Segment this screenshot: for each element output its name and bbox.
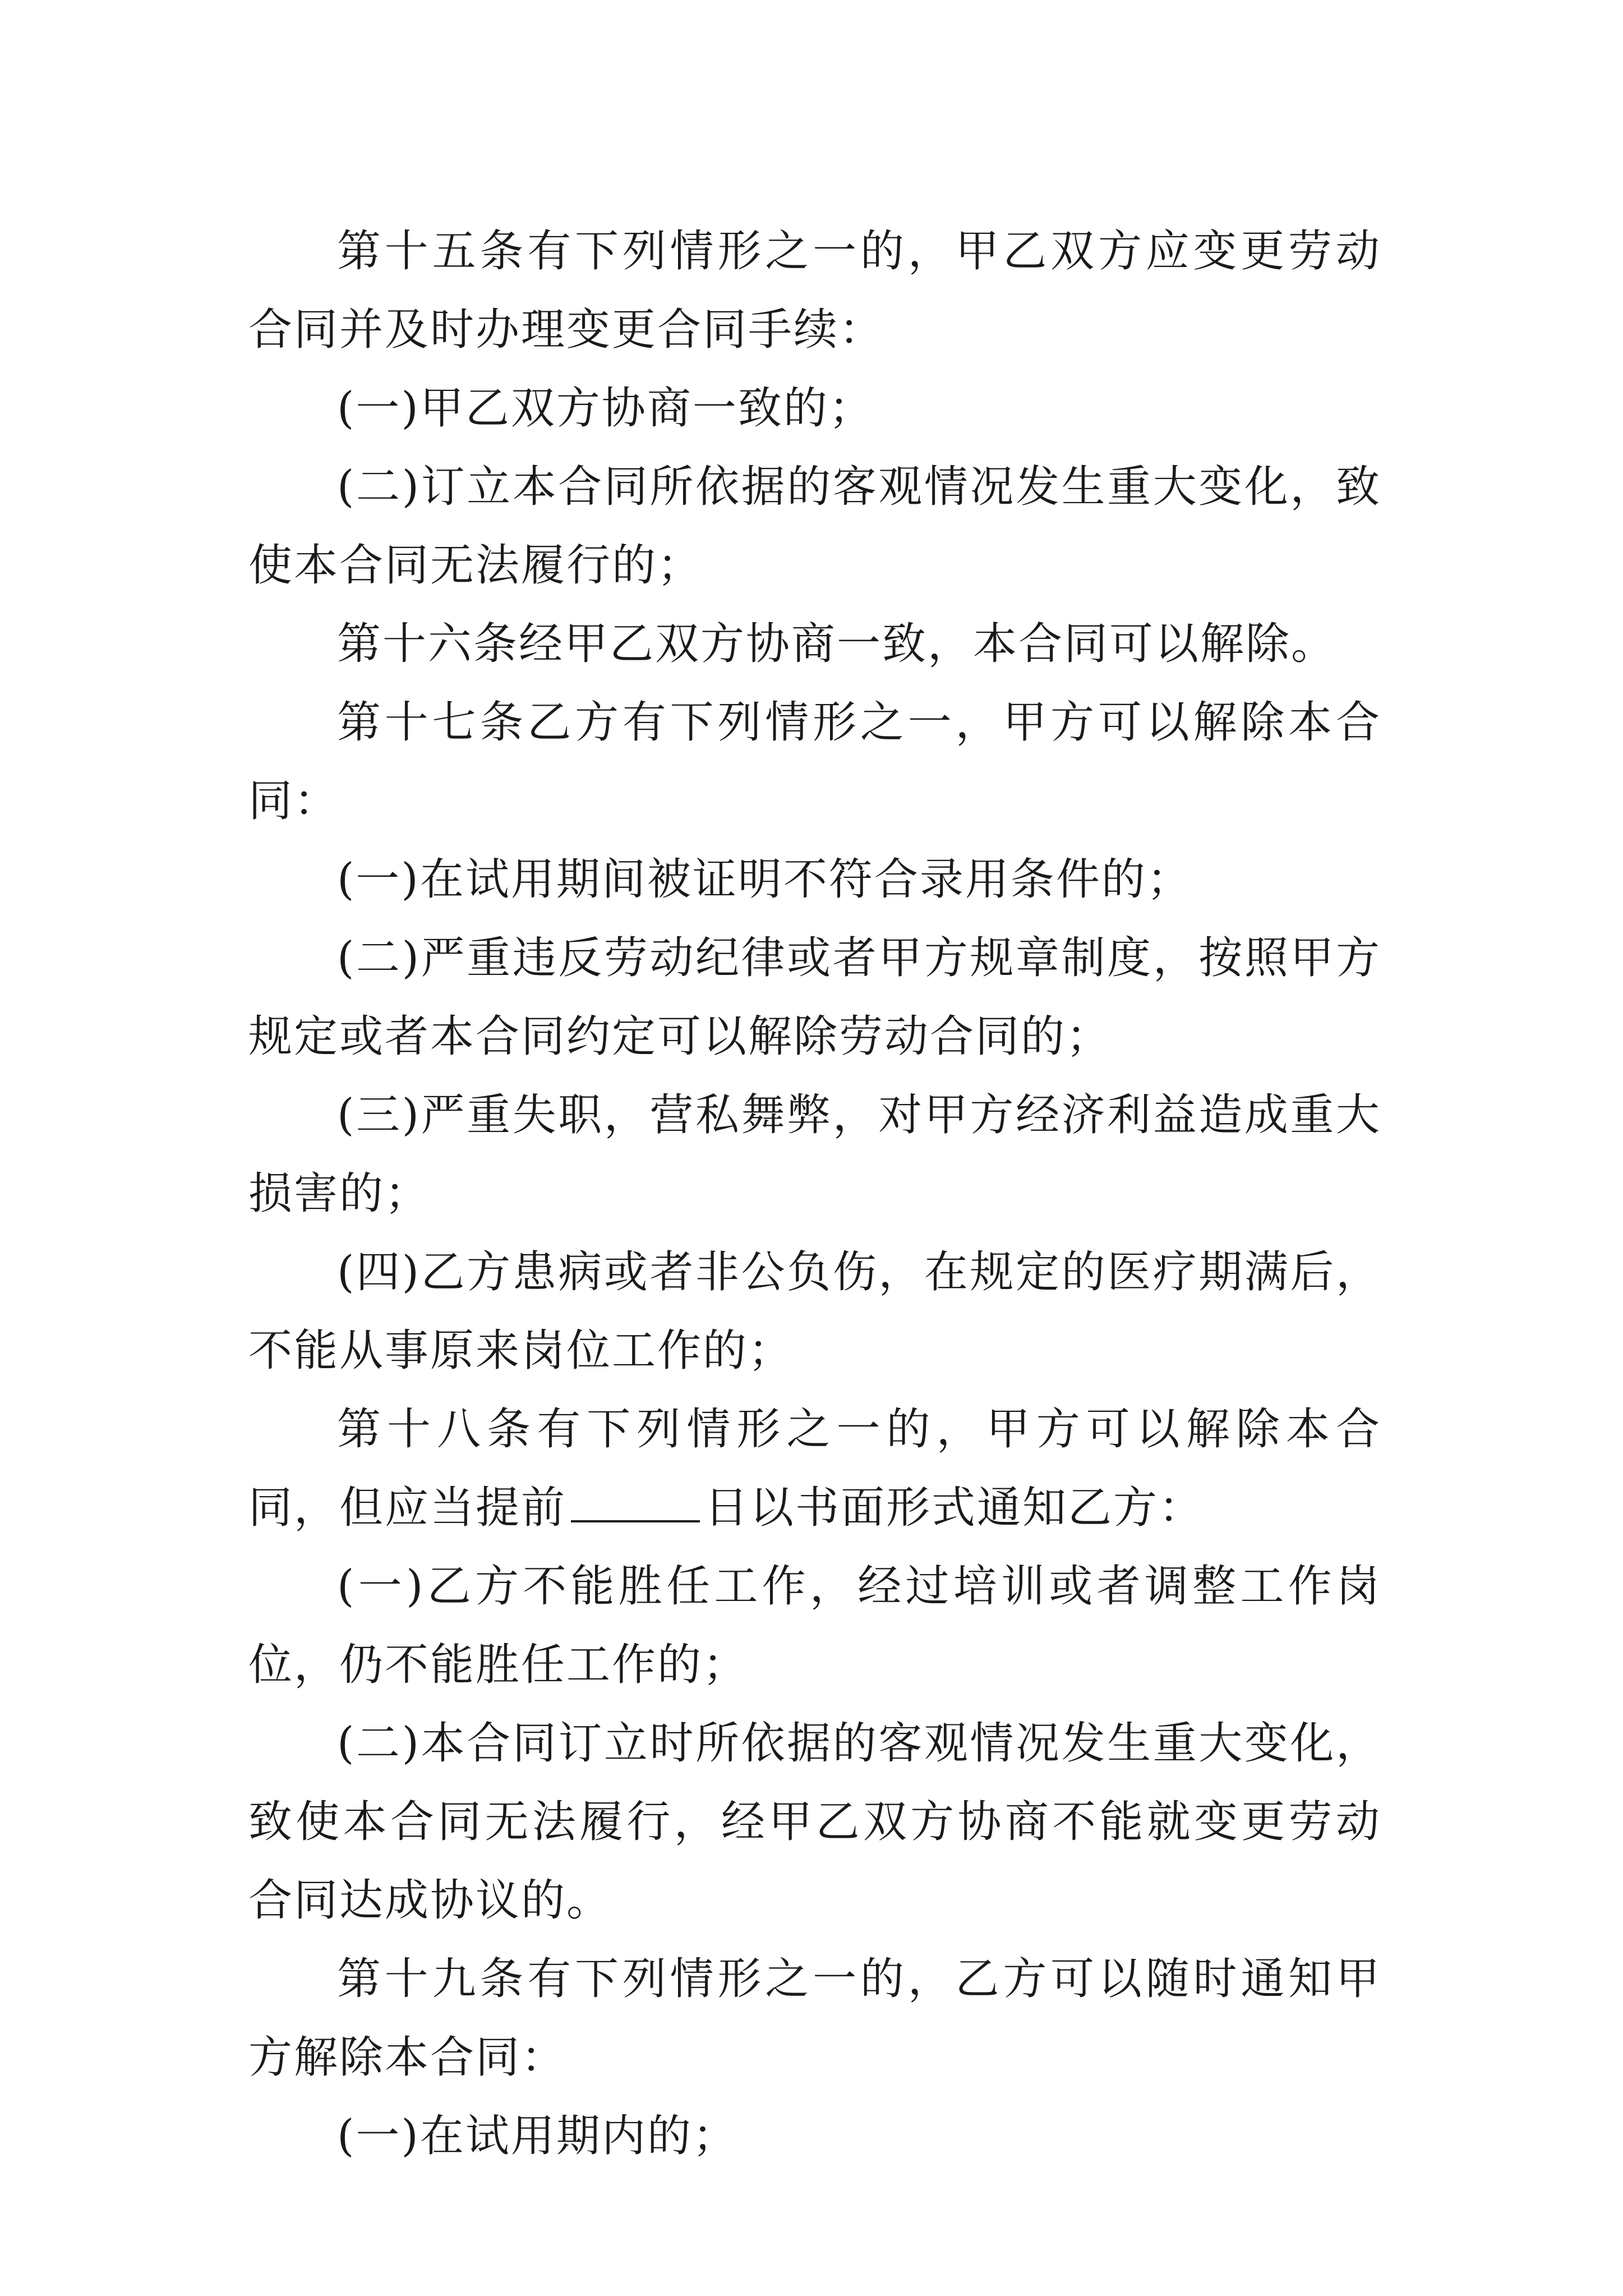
article-17-item-3: (三)严重失职，营私舞弊，对甲方经济利益造成重大损害的；: [248, 1090, 1381, 1219]
article-17: 第十七条乙方有下列情形之一，甲方可以解除本合同：: [248, 697, 1381, 826]
article-19: 第十九条有下列情形之一的，乙方可以随时通知甲方解除本合同：: [248, 1954, 1381, 2083]
document-body: [248, 212, 1381, 2175]
article-18-text-after: 日以书面形式通知乙方：: [704, 1483, 1205, 1533]
article-15-item-1: (一)甲乙双方协商一致的；: [337, 383, 874, 434]
article-17-item-2: (二)严重违反劳动纪律或者甲方规章制度，按照甲方规定或者本合同约定可以解除劳动合同的；: [248, 933, 1381, 1062]
article-17-item-4: (四)乙方患病或者非公负伤，在规定的医疗期满后，不能从事原来岗位工作的；: [248, 1247, 1381, 1376]
article-19-item-1: (一)在试用期内的；: [337, 2111, 738, 2161]
article-18-item-1: (一)乙方不能胜任工作，经过培训或者调整工作岗位，仍不能胜任工作的；: [248, 1561, 1381, 1690]
article-17-item-1: (一)在试用期间被证明不符合录用条件的；: [337, 854, 1192, 905]
article-15: 第十五条有下列情形之一的，甲乙双方应变更劳动合同并及时办理变更合同手续：: [248, 226, 1381, 355]
article-18: [248, 1390, 1381, 1547]
article-18-text-before: 第十八条有下列情形之一的，甲方可以解除本合同，但应当提前: [248, 1404, 1381, 1533]
fill-in-blank-days: [571, 1518, 700, 1522]
article-16: 第十六条经甲乙双方协商一致，本合同可以解除。: [337, 619, 1337, 669]
article-18-item-2: (二)本合同订立时所依据的客观情况发生重大变化，致使本合同无法履行，经甲乙双方协商不能就变更劳动合同达成协议的。: [248, 1718, 1381, 1926]
article-15-item-2: (二)订立本合同所依据的客观情况发生重大变化，致使本合同无法履行的；: [248, 462, 1381, 591]
